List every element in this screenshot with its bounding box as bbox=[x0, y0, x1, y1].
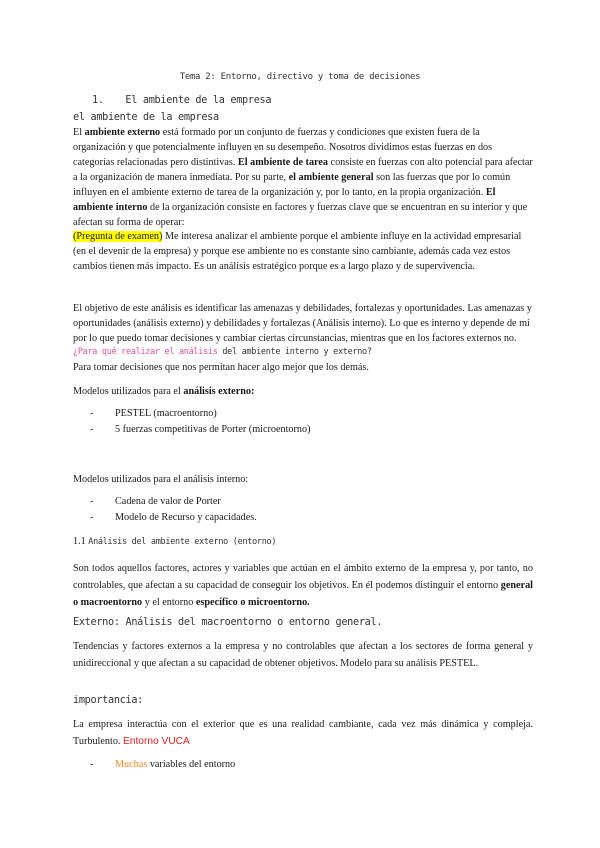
list-item: - Muchas variables del entorno bbox=[90, 759, 236, 770]
section-1-title: El ambiente de la empresa bbox=[125, 95, 272, 106]
section-1-1-number: 1.1 bbox=[73, 536, 86, 547]
list-item: - Cadena de valor de Porter bbox=[90, 496, 221, 507]
list-item: - PESTEL (macroentorno) bbox=[90, 408, 217, 419]
subheading-importancia: importancia: bbox=[73, 695, 144, 706]
bold-ambiente-tarea: El ambiente de tarea bbox=[237, 157, 328, 168]
section-1-heading bbox=[92, 93, 271, 108]
paragraph-factores-externos: Son todos aquellos factores, actores y variables que actúan en el ámbito externo de la empresa y, por tanto, no controlables, que afectan a su capacidad de conseguir los objetivos. En él podemos distinguir el entorno general o macroentorno y el entorno específico o microentorno. bbox=[73, 563, 533, 608]
bold-ambiente-general: el ambiente general bbox=[288, 172, 374, 183]
section-1-1-heading bbox=[73, 534, 276, 550]
bold-ambiente-externo: ambiente externo bbox=[84, 127, 161, 138]
list-item: - Modelo de Recurso y capacidades. bbox=[90, 512, 257, 523]
orange-muchas: Muchas bbox=[115, 759, 148, 770]
external-models-intro: Modelos utilizados para el análisis externo: bbox=[73, 386, 255, 397]
paragraph-tomar-decisiones: Para tomar decisiones que nos permitan hacer algo mejor que los demás. bbox=[73, 362, 369, 373]
paragraph-tendencias: Tendencias y factores externos a la empresa y no controlables que afectan a los sectores de forma general y unidireccional y que afectan a su capacidad de obtener objetivos. Modelo para su análisis PESTEL. bbox=[73, 641, 533, 669]
section-1-number: 1. bbox=[92, 95, 104, 106]
list-item: - 5 fuerzas competitivas de Porter (microentorno) bbox=[90, 424, 311, 435]
entorno-vuca-text: Entorno VUCA bbox=[123, 736, 190, 747]
subheading-macroentorno: Externo: Análisis del macroentorno o entorno general. bbox=[73, 617, 383, 628]
bold-ambiente-interno: El ambiente interno bbox=[73, 187, 496, 213]
bold-microentorno: específico o microentorno. bbox=[195, 597, 310, 608]
question-heading bbox=[73, 344, 372, 360]
page-title: Tema 2: Entorno, directivo y toma de decisiones bbox=[179, 72, 421, 82]
paragraph-pregunta-examen: (Pregunta de examen) Me interesa analizar el ambiente porque el ambiente influye en la actividad empresarial (en el devenir de la empresa) y porque ese ambiente no es constante sino cambiante, además cada vez estos cambios tienen más impacto. Es un análisis estratégico porque es a largo plazo y de supervivencia. bbox=[73, 231, 522, 272]
paragraph-ambiente-externo: El ambiente externo está formado por un conjunto de fuerzas y condiciones que existen fuera de la organización y que potencialmente influyen en su desempeño. Nosotros dividimos estas fuerzas en dos categorías relacionadas pero distintivas. El ambiente de tarea consiste en fuerzas con alto potencial para afectar a la organización de manera inmediata. Por su parte, el ambiente general son las fuerzas que por lo común influyen en el ambiente externo de tarea de la organización y, por lo tanto, en la propia organización. El ambiente interno de la organización consiste en factores y fuerzas clave que se encuentran en su interior y que afectan su forma de operar: bbox=[73, 127, 533, 228]
paragraph-objetivo: El objetivo de este análisis es identificar las amenazas y debilidades, fortalezas y oportunidades. Las amenazas y oportunidades (análisis externo) y debilidades y fortalezas (Análisis interno). Lo que es interno y depende de mí por lo que puedo tomar decisiones y cambiar ciertas circunstancias, mientras que en los factores externos no. bbox=[73, 303, 532, 344]
question-rest: del ambiente interno y externo? bbox=[217, 347, 372, 357]
highlight-pregunta-examen: (Pregunta de examen) bbox=[73, 231, 163, 242]
question-pink: ¿Para qué realizar el análisis bbox=[73, 347, 218, 357]
bold-macroentorno: general o macroentorno bbox=[73, 580, 533, 608]
paragraph-empresa-interactua: La empresa interactúa con el exterior que es una realidad cambiante, cada vez más dinámica y compleja. Turbulento. Entorno VUCA bbox=[73, 719, 533, 747]
subheading-ambiente: el ambiente de la empresa bbox=[73, 112, 219, 123]
section-1-1-title: Análisis del ambiente externo (entorno) bbox=[88, 537, 277, 547]
internal-models-intro: Modelos utilizados para el análisis interno: bbox=[73, 474, 249, 485]
bold-analisis-externo: análisis externo: bbox=[183, 386, 255, 397]
